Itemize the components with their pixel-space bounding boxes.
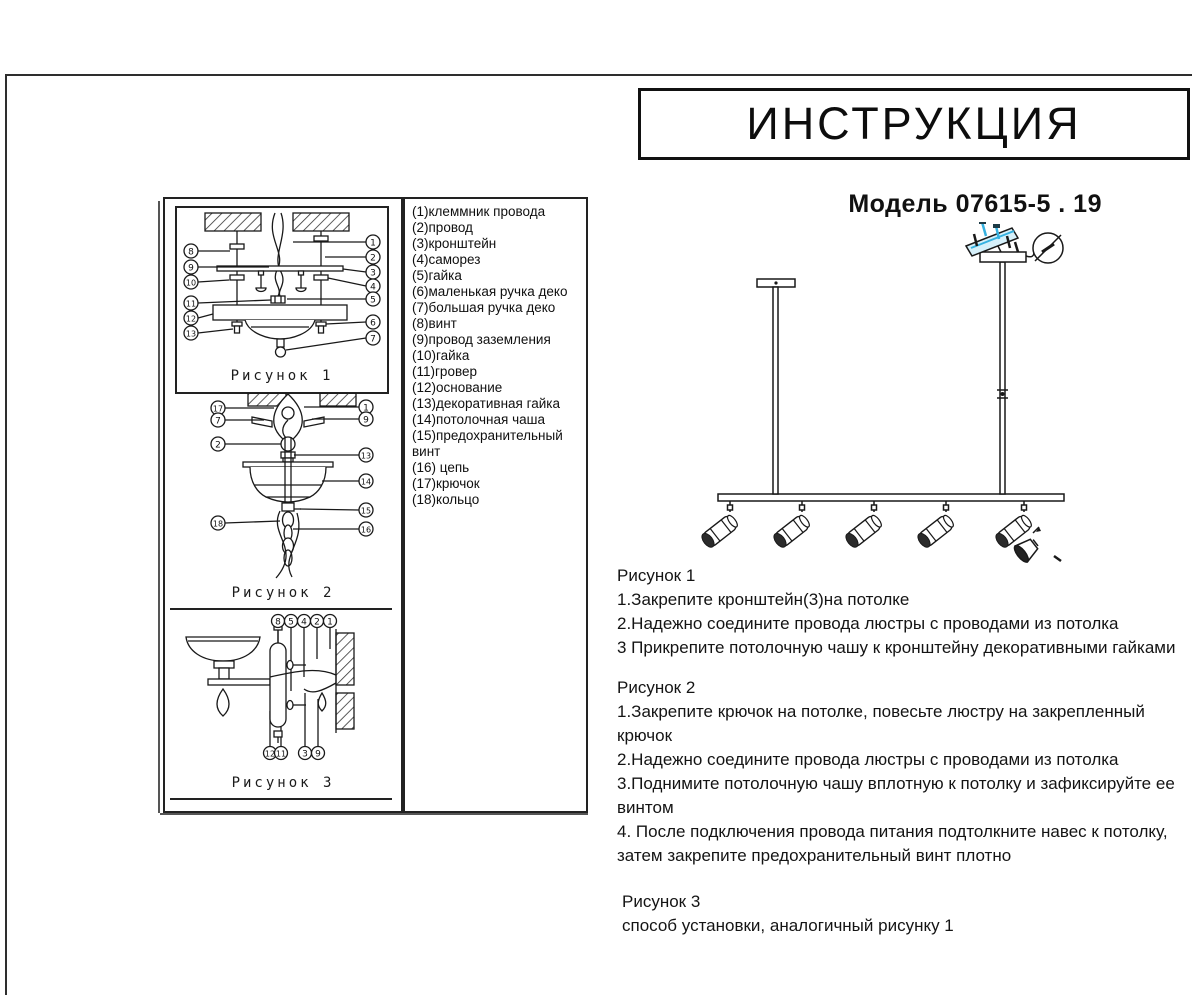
product-illustration [630,222,1100,572]
section-title: Рисунок 1 [617,566,696,585]
callout-number: 17 [212,404,224,414]
figure-3-caption: Рисунок 3 [231,775,335,791]
instruction-line: 4. После подключения провода питания подтолкните навес к потолку, затем закрепите предохранительный винт плотно [617,822,1168,865]
instruction-line: 2.Надежно соедините провода люстры с проводами из потолка [617,614,1119,633]
instruction-section-2 [617,676,1200,868]
section-title: Рисунок 3 [622,892,701,911]
callout-number: 11 [275,749,287,759]
figures-panel [163,197,403,813]
callout-number: 1 [370,238,376,249]
parts-list-item: (17)крючок [412,476,480,491]
callout-number: 7 [370,334,376,345]
instruction-line: 2.Надежно соедините провода люстры с проводами из потолка [617,750,1119,769]
parts-list-item: (9)провод заземления [412,332,551,347]
callout-number: 2 [370,253,376,264]
figure-divider-2 [170,798,392,800]
parts-list-item: (16) цепь [412,460,470,475]
callout-number: 9 [363,415,369,426]
parts-list-item: (18)кольцо [412,492,480,507]
parts-list-item: (5)гайка [412,268,462,283]
callout-number: 18 [212,519,224,529]
page-border-top [5,74,1192,76]
callout-number: 14 [360,477,372,487]
callout-number: 8 [275,617,281,628]
callout-number: 6 [370,318,376,329]
parts-list-item: (7)большая ручка деко [412,300,556,315]
parts-list-item: (12)основание [412,380,503,395]
callout-number: 13 [360,451,372,461]
figure-3-diagram [170,613,392,765]
instruction-line: 3 Прикрепите потолочную чашу к кронштейну декоративными гайками [617,638,1176,657]
instruction-line: 3.Поднимите потолочную чашу вплотную к потолку и зафиксируйте ее винтом [617,774,1175,817]
parts-list-item: (2)провод [412,220,473,235]
instruction-line: 1.Закрепите крючок на потолке, повесьте люстру на закрепленный крючок [617,702,1145,745]
figure-1-box [175,206,389,394]
callout-number: 16 [360,525,372,535]
callout-number: 1 [327,617,333,628]
parts-list-item: (14)потолочная чаша [412,412,545,427]
callout-number: 12 [264,749,276,759]
callout-number: 4 [370,282,376,293]
callout-number: 4 [301,617,307,628]
parts-list-item: (13)декоративная гайка [412,396,560,411]
callout-number: 1 [363,403,369,414]
parts-list-item: (6)маленькая ручка деко [412,284,568,299]
callout-number: 2 [215,440,221,451]
page-border-left [5,74,7,995]
callout-number: 2 [314,617,320,628]
parts-list-item: (3)кронштейн [412,236,497,251]
parts-list-item: (1)клеммник провода [412,204,546,219]
instructions [617,564,1200,954]
panel-shadow-bottom [160,813,588,815]
panel-shadow-left [158,201,160,813]
instruction-line: 1.Закрепите кронштейн(3)на потолке [617,590,910,609]
callout-number: 11 [185,299,197,309]
parts-list-panel [403,197,588,813]
instruction-section-3 [617,890,1200,938]
callout-number: 7 [215,416,221,427]
model-number: Модель 07615-5 . 19 [848,190,1102,218]
figure-1-diagram [177,208,383,364]
figure-1-caption: Рисунок 1 [230,368,334,384]
callout-number: 9 [188,263,194,274]
parts-list-item: (11)гровер [412,364,477,379]
callout-number: 8 [188,247,194,258]
section-title: Рисунок 2 [617,678,696,697]
callout-number: 5 [288,617,294,628]
callout-number: 15 [360,506,372,516]
callout-number: 12 [185,314,197,324]
figure-2-caption: Рисунок 2 [231,585,335,601]
parts-list-item: (4)саморез [412,252,481,267]
callout-number: 13 [185,329,197,339]
instruction-line: способ установки, аналогичный рисунку 1 [622,916,954,935]
callout-number: 3 [370,268,376,279]
figure-2-diagram [170,393,392,581]
callout-number: 9 [315,749,321,760]
instruction-section-1 [617,564,1200,660]
title-box [638,88,1190,160]
callout-number: 10 [185,278,197,288]
page-title: ИНСТРУКЦИЯ [746,98,1082,149]
figure-divider-1 [170,608,392,610]
callout-number: 5 [370,295,376,306]
parts-list-item: (8)винт [412,316,457,331]
parts-list-item: (10)гайка [412,348,470,363]
parts-list-item: (15)предохранительный винт [412,428,563,459]
callout-number: 3 [302,749,308,760]
parts-list [405,199,586,508]
